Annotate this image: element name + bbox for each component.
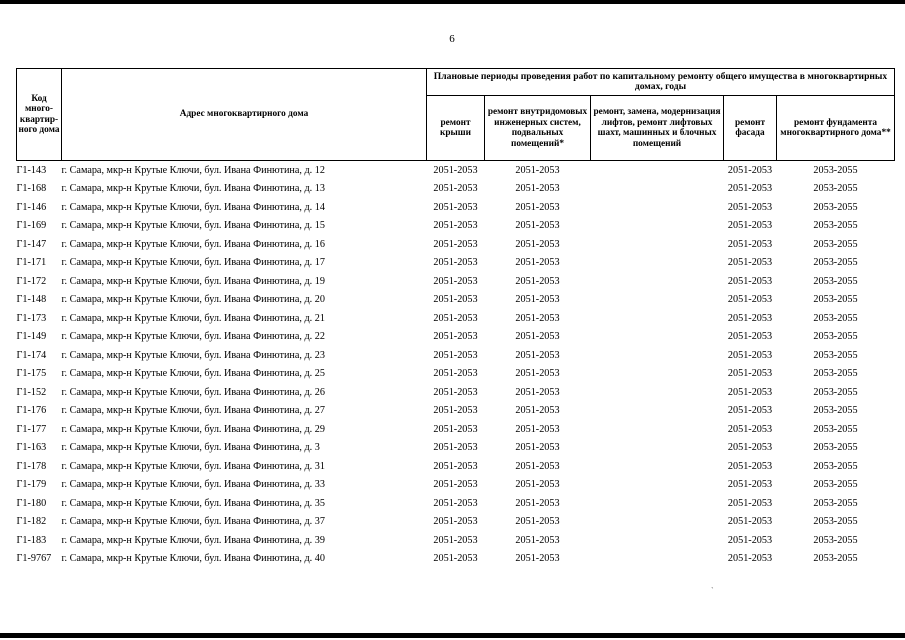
cell-facade: 2051-2053 [727,553,773,565]
cell-foundation: 2053-2055 [813,460,858,472]
table-row [17,291,895,310]
cell-roof: 2051-2053 [433,423,478,435]
cell-roof: 2051-2053 [433,183,478,195]
cell-systems: 2051-2053 [515,497,560,509]
cell-facade: 2051-2053 [727,183,773,195]
cell-systems: 2051-2053 [515,164,560,176]
cell-lifts [591,328,724,347]
cell-foundation: 2053-2055 [813,368,858,380]
cell-code: Г1-179 [16,479,47,491]
cell-facade: 2051-2053 [727,220,773,232]
cell-foundation: 2053-2055 [813,497,858,509]
top-border-bar [0,0,905,4]
table-row [17,531,895,550]
table-row [17,420,895,439]
cell-roof: 2051-2053 [433,516,478,528]
cell-foundation: 2053-2055 [813,183,858,195]
cell-roof: 2051-2053 [433,460,478,472]
cell-facade: 2051-2053 [727,405,773,417]
cell-code: Г1-143 [16,164,47,176]
table-row [17,272,895,291]
cell-code: Г1-178 [16,460,47,472]
cell-address: г. Самара, мкр-н Крутые Ключи, бул. Ивана Финютина, д. 39 [61,534,325,546]
cell-foundation: 2053-2055 [813,386,858,398]
cell-address: г. Самара, мкр-н Крутые Ключи, бул. Ивана Финютина, д. 29 [61,423,325,435]
cell-foundation: 2053-2055 [813,257,858,269]
cell-lifts [591,550,724,569]
cell-roof: 2051-2053 [433,201,478,213]
cell-systems: 2051-2053 [515,331,560,343]
cell-foundation: 2053-2055 [813,275,858,287]
cell-foundation: 2053-2055 [813,201,858,213]
cell-roof: 2051-2053 [433,442,478,454]
cell-lifts [591,494,724,513]
cell-systems: 2051-2053 [515,312,560,324]
cell-lifts [591,439,724,458]
cell-foundation: 2053-2055 [813,349,858,361]
cell-code: Г1-163 [16,442,47,454]
cell-lifts [591,420,724,439]
cell-address: г. Самара, мкр-н Крутые Ключи, бул. Ивана Финютина, д. 3 [61,442,320,454]
cell-facade: 2051-2053 [727,257,773,269]
cell-facade: 2051-2053 [727,349,773,361]
cell-foundation: 2053-2055 [813,220,858,232]
table-row [17,439,895,458]
cell-code: Г1-169 [16,220,47,232]
cell-lifts [591,476,724,495]
cell-code: Г1-182 [16,516,47,528]
cell-facade: 2051-2053 [727,460,773,472]
cell-roof: 2051-2053 [433,294,478,306]
cell-lifts [591,365,724,384]
cell-roof: 2051-2053 [433,257,478,269]
cell-facade: 2051-2053 [727,238,773,250]
cell-code: Г1-172 [16,275,47,287]
cell-address: г. Самара, мкр-н Крутые Ключи, бул. Ивана Финютина, д. 40 [61,553,325,565]
cell-facade: 2051-2053 [727,442,773,454]
cell-facade: 2051-2053 [727,534,773,546]
table-row [17,198,895,217]
header-address: Адрес многоквартирного дома [62,69,427,161]
cell-lifts [591,180,724,199]
table-row [17,235,895,254]
cell-code: Г1-146 [16,201,47,213]
cell-systems: 2051-2053 [515,442,560,454]
cell-roof: 2051-2053 [433,368,478,380]
cell-roof: 2051-2053 [433,386,478,398]
table-row [17,494,895,513]
cell-code: Г1-149 [16,331,47,343]
table-row [17,180,895,199]
cell-address: г. Самара, мкр-н Крутые Ключи, бул. Ивана Финютина, д. 13 [61,183,325,195]
cell-roof: 2051-2053 [433,349,478,361]
cell-lifts [591,198,724,217]
cell-systems: 2051-2053 [515,405,560,417]
cell-address: г. Самара, мкр-н Крутые Ключи, бул. Ивана Финютина, д. 16 [61,238,325,250]
table-header [17,69,895,161]
table-row [17,346,895,365]
cell-address: г. Самара, мкр-н Крутые Ключи, бул. Ивана Финютина, д. 27 [61,405,325,417]
cell-address: г. Самара, мкр-н Крутые Ключи, бул. Ивана Финютина, д. 20 [61,294,325,306]
cell-facade: 2051-2053 [727,497,773,509]
cell-facade: 2051-2053 [727,479,773,491]
cell-systems: 2051-2053 [515,479,560,491]
cell-systems: 2051-2053 [515,460,560,472]
cell-foundation: 2053-2055 [813,553,858,565]
table-row [17,365,895,384]
cell-roof: 2051-2053 [433,312,478,324]
table-row [17,476,895,495]
cell-systems: 2051-2053 [515,183,560,195]
cell-code: Г1-168 [16,183,47,195]
cell-lifts [591,254,724,273]
cell-address: г. Самара, мкр-н Крутые Ключи, бул. Ивана Финютина, д. 19 [61,275,325,287]
cell-lifts [591,217,724,236]
cell-address: г. Самара, мкр-н Крутые Ключи, бул. Ивана Финютина, д. 17 [61,257,325,269]
cell-systems: 2051-2053 [515,349,560,361]
cell-lifts [591,161,724,180]
cell-systems: 2051-2053 [515,553,560,565]
cell-lifts [591,383,724,402]
cell-code: Г1-171 [16,257,47,269]
table-row [17,309,895,328]
bottom-border-bar [0,633,905,638]
cell-foundation: 2053-2055 [813,294,858,306]
table-body [17,161,895,569]
cell-facade: 2051-2053 [727,164,773,176]
table-row [17,217,895,236]
cell-lifts [591,309,724,328]
cell-address: г. Самара, мкр-н Крутые Ключи, бул. Ивана Финютина, д. 37 [61,516,325,528]
cell-systems: 2051-2053 [515,257,560,269]
cell-facade: 2051-2053 [727,516,773,528]
cell-code: Г1-173 [16,312,47,324]
cell-systems: 2051-2053 [515,423,560,435]
cell-roof: 2051-2053 [433,275,478,287]
cell-facade: 2051-2053 [727,275,773,287]
cell-address: г. Самара, мкр-н Крутые Ключи, бул. Ивана Финютина, д. 15 [61,220,325,232]
table-row [17,457,895,476]
cell-foundation: 2053-2055 [813,405,858,417]
table-row [17,513,895,532]
cell-lifts [591,272,724,291]
cell-lifts [591,235,724,254]
cell-lifts [591,346,724,365]
cell-systems: 2051-2053 [515,201,560,213]
cell-address: г. Самара, мкр-н Крутые Ключи, бул. Ивана Финютина, д. 26 [61,386,325,398]
cell-roof: 2051-2053 [433,164,478,176]
cell-address: г. Самара, мкр-н Крутые Ключи, бул. Ивана Финютина, д. 21 [61,312,325,324]
cell-facade: 2051-2053 [727,386,773,398]
cell-address: г. Самара, мкр-н Крутые Ключи, бул. Ивана Финютина, д. 23 [61,349,325,361]
cell-systems: 2051-2053 [515,275,560,287]
cell-lifts [591,402,724,421]
cell-lifts [591,457,724,476]
cell-systems: 2051-2053 [515,516,560,528]
cell-facade: 2051-2053 [727,331,773,343]
header-facade: ремонт фасада [724,96,777,161]
cell-address: г. Самара, мкр-н Крутые Ключи, бул. Ивана Финютина, д. 31 [61,460,325,472]
cell-facade: 2051-2053 [727,294,773,306]
cell-foundation: 2053-2055 [813,534,858,546]
cell-systems: 2051-2053 [515,220,560,232]
cell-lifts [591,513,724,532]
cell-foundation: 2053-2055 [813,479,858,491]
cell-code: Г1-175 [16,368,47,380]
cell-roof: 2051-2053 [433,497,478,509]
cell-code: Г1-147 [16,238,47,250]
cell-address: г. Самара, мкр-н Крутые Ключи, бул. Ивана Финютина, д. 33 [61,479,325,491]
cell-facade: 2051-2053 [727,312,773,324]
cell-foundation: 2053-2055 [813,238,858,250]
cell-roof: 2051-2053 [433,220,478,232]
repair-schedule-table [16,68,895,568]
cell-foundation: 2053-2055 [813,423,858,435]
header-foundation: ремонт фундамента многоквартирного дома** [777,96,895,161]
cell-code: Г1-152 [16,386,47,398]
cell-roof: 2051-2053 [433,238,478,250]
scan-mark: ˋ [711,586,714,595]
cell-facade: 2051-2053 [727,423,773,435]
cell-foundation: 2053-2055 [813,164,858,176]
cell-lifts [591,531,724,550]
cell-code: Г1-9767 [16,553,52,565]
header-lifts: ремонт, замена, модернизация лифтов, ремонт лифтовых шахт, машинных и блочных помещений [591,96,724,161]
cell-lifts [591,291,724,310]
cell-foundation: 2053-2055 [813,312,858,324]
cell-code: Г1-180 [16,497,47,509]
cell-systems: 2051-2053 [515,238,560,250]
cell-address: г. Самара, мкр-н Крутые Ключи, бул. Ивана Финютина, д. 12 [61,164,325,176]
table-row [17,550,895,569]
table-row [17,161,895,180]
table-row [17,402,895,421]
cell-code: Г1-148 [16,294,47,306]
header-code: Код много-квартир-ного дома [17,69,62,161]
table-row [17,383,895,402]
cell-roof: 2051-2053 [433,534,478,546]
cell-roof: 2051-2053 [433,479,478,491]
header-periods-group: Плановые периоды проведения работ по капитальному ремонту общего имущества в многоквартирных домах, годы [427,69,895,96]
cell-foundation: 2053-2055 [813,442,858,454]
cell-facade: 2051-2053 [727,201,773,213]
cell-address: г. Самара, мкр-н Крутые Ключи, бул. Ивана Финютина, д. 25 [61,368,325,380]
cell-address: г. Самара, мкр-н Крутые Ключи, бул. Ивана Финютина, д. 22 [61,331,325,343]
cell-facade: 2051-2053 [727,368,773,380]
cell-code: Г1-183 [16,534,47,546]
cell-systems: 2051-2053 [515,534,560,546]
cell-roof: 2051-2053 [433,553,478,565]
cell-address: г. Самара, мкр-н Крутые Ключи, бул. Ивана Финютина, д. 14 [61,201,325,213]
cell-roof: 2051-2053 [433,405,478,417]
table-row [17,328,895,347]
cell-code: Г1-177 [16,423,47,435]
cell-foundation: 2053-2055 [813,516,858,528]
header-roof: ремонт крыши [427,96,485,161]
cell-systems: 2051-2053 [515,294,560,306]
cell-code: Г1-174 [16,349,47,361]
page-number: 6 [449,33,455,45]
table-row [17,254,895,273]
cell-systems: 2051-2053 [515,386,560,398]
header-systems: ремонт внутридомовых инженерных систем, подвальных помещений* [485,96,591,161]
cell-roof: 2051-2053 [433,331,478,343]
cell-address: г. Самара, мкр-н Крутые Ключи, бул. Ивана Финютина, д. 35 [61,497,325,509]
cell-code: Г1-176 [16,405,47,417]
cell-foundation: 2053-2055 [813,331,858,343]
cell-systems: 2051-2053 [515,368,560,380]
